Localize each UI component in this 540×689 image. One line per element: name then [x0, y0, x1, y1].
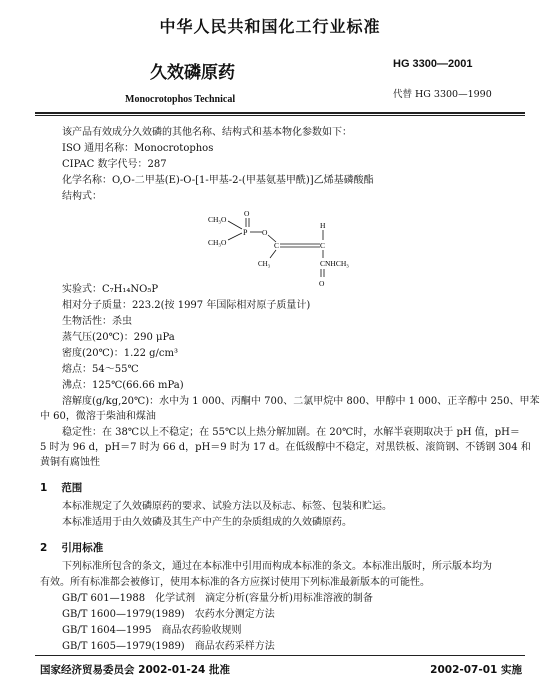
cipac-code: CIPAC 数字代号：287	[62, 159, 167, 170]
approval-text: 国家经济贸易委员会 2002-01-24 批准	[40, 664, 230, 676]
iso-name: ISO 通用名称：Monocrotophos	[62, 143, 214, 154]
section-title: 引用标准	[61, 542, 104, 554]
solubility-line-1: 溶解度(g/kg,20℃)：水中为 1 000、丙酮中 700、二氯甲烷中 800、甲醇中 1 000、正辛醇中 250、甲苯	[62, 396, 540, 407]
empirical-formula: 实验式：C₇H₁₄NO₅P	[62, 284, 159, 295]
amide-group: CNHCH₃	[320, 259, 349, 268]
section-1-paragraph: 本标准规定了久效磷原药的要求、试验方法以及标志、标签、包装和贮运。	[62, 501, 392, 512]
amide-oxygen-atom: O	[319, 279, 325, 288]
section-number: 2	[40, 542, 48, 554]
section-2-paragraph-line-2: 有效。所有标准都会被修订，使用本标准的各方应探讨使用下列标准最新版本的可能性。	[40, 577, 430, 588]
reference-item: GB/T 1604—1995 商品农药验收规则	[62, 625, 242, 636]
stability-line-1: 稳定性：在 38℃以上不稳定；在 55℃以上热分解加剧。在 20℃时，水解半衰期取决于 pH 值，pH＝	[62, 427, 520, 438]
reference-item: GB/T 1605—1979(1989) 商品农药采样方法	[62, 641, 275, 652]
structure-label: 结构式：	[62, 191, 102, 202]
melting-point: 熔点：54～55℃	[62, 364, 139, 375]
phosphorus-atom: P	[243, 228, 248, 237]
vapor-pressure: 蒸气压(20℃)：290 μPa	[62, 332, 175, 343]
bond-o1-p	[228, 221, 242, 229]
stability-line-2: 5 时为 96 d，pH＝7 时为 66 d，pH＝9 时为 17 d。在低级醇中不稳定，对黑铁板、滚筒钢、不锈钢 304 和	[40, 442, 531, 453]
reference-item: GB/T 1600—1979(1989) 农药水分测定方法	[62, 609, 275, 620]
boiling-point: 沸点：125℃(66.66 mPa)	[62, 380, 184, 391]
section-number: 1	[40, 482, 48, 494]
standard-number: HG 3300—2001	[393, 58, 473, 70]
document-header-title: 中华人民共和国化工行业标准	[159, 17, 381, 36]
bond-o2-p	[228, 233, 242, 240]
stability-line-3: 黄铜有腐蚀性	[40, 457, 100, 468]
methoxy-group-1: CH₃O	[208, 215, 227, 224]
structural-formula	[170, 200, 370, 290]
replaces-standard: 代替 HG 3300—1990	[393, 89, 492, 100]
reference-item: GB/T 601—1988 化学试剂 滴定分析(容量分析)用标准溶液的制备	[62, 593, 373, 604]
solubility-line-2: 中 60，微溶于柴油和煤油	[40, 411, 156, 422]
header-rule	[35, 112, 525, 114]
section-1-heading	[40, 480, 82, 495]
section-title: 范围	[61, 482, 83, 494]
methyl-group: CH₃	[258, 260, 271, 268]
hydrogen-atom: H	[320, 221, 326, 230]
molecular-weight: 相对分子质量：223.2(按 1997 年国际相对原子质量计)	[62, 300, 311, 311]
standard-name-cn: 久效磷原药	[150, 63, 235, 83]
biological-activity: 生物活性：杀虫	[62, 316, 132, 327]
carbon-atom-1: C	[274, 241, 280, 250]
section-2-paragraph-line-1: 下列标准所包含的条文，通过在本标准中引用而构成本标准的条文。本标准出版时，所示版本均为	[62, 561, 492, 572]
section-1-paragraph: 本标准适用于由久效磷及其生产中产生的杂质组成的久效磷原药。	[62, 517, 352, 528]
bond-c1-ch3	[270, 250, 276, 258]
implementation-date: 2002-07-01 实施	[430, 664, 522, 676]
standard-name-en: Monocrotophos Technical	[125, 94, 236, 105]
intro-text: 该产品有效成分久效磷的其他名称、结构式和基本物化参数如下：	[62, 127, 352, 138]
header-rule-secondary	[35, 115, 525, 116]
section-2-heading	[40, 540, 103, 555]
density: 密度(20℃)：1.22 g/cm³	[62, 348, 179, 359]
chemical-name: 化学名称：O,O-二甲基(E)-O-[1-甲基-2-(甲基氨基甲酰)]乙烯基磷酸酯	[62, 175, 374, 186]
ester-oxygen-atom: O	[262, 228, 268, 237]
oxo-atom: O	[244, 209, 250, 218]
methoxy-group-2: CH₃O	[208, 238, 227, 247]
footer-rule	[35, 655, 525, 656]
carbon-atom-2: C	[320, 241, 326, 250]
